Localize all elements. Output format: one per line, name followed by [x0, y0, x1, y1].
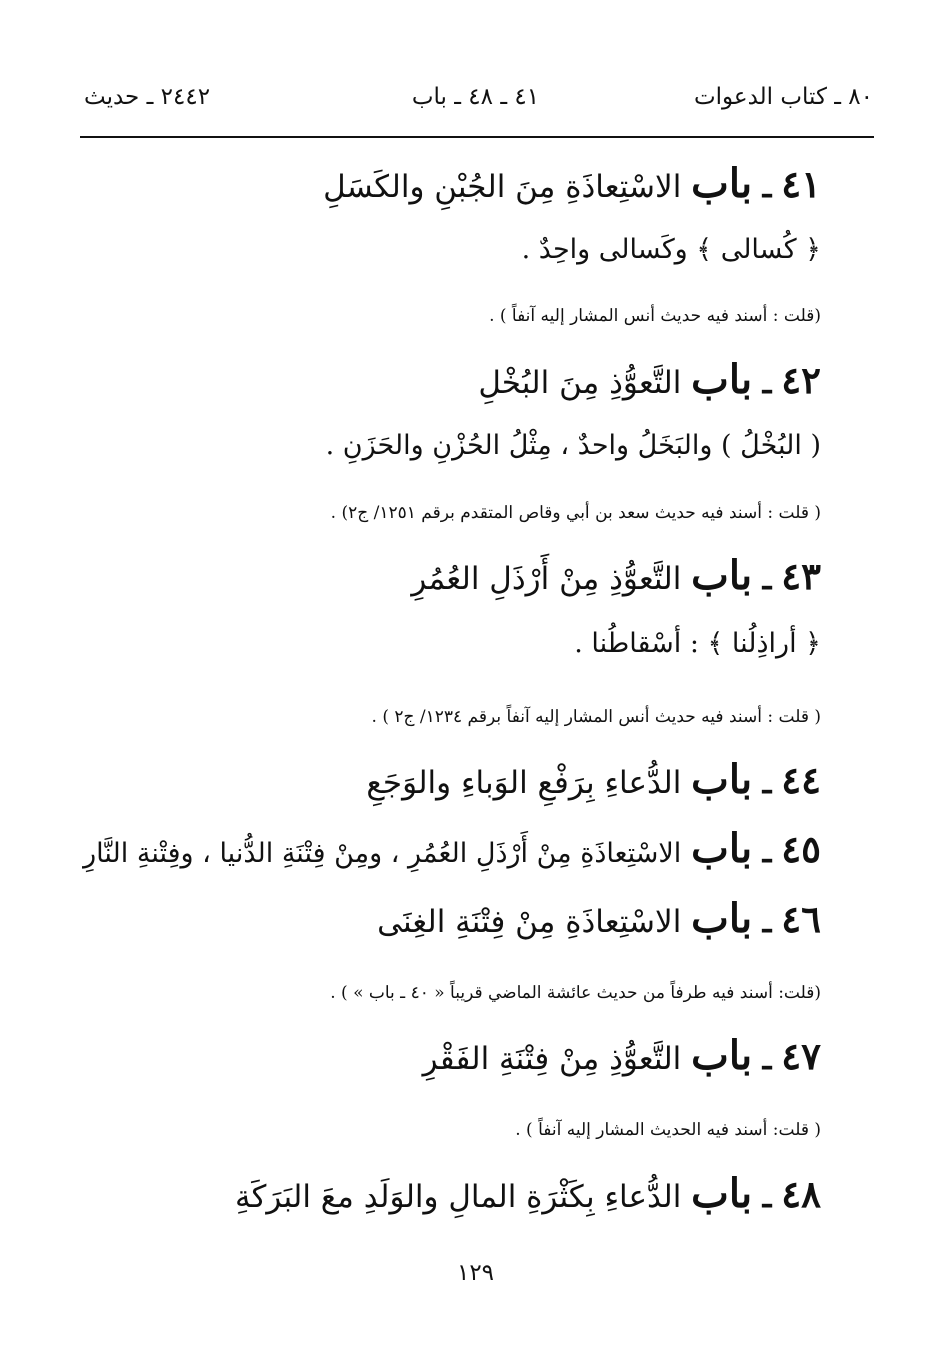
chapter-title: التَّعوُّذِ مِنْ فِتْنَةِ الفَقْرِ [422, 1041, 682, 1077]
running-header-hadith: ٢٤٤٢ ـ حديث [84, 84, 211, 110]
chapter-heading-41: ٤١ ـ باب الاسْتِعاذَةِ مِنَ الجُبْنِ والكَسَلِ [323, 160, 821, 207]
chapter-number: ٤١ [781, 162, 821, 206]
chapter-keyword: باب [691, 552, 753, 599]
chapter-keyword: باب [691, 825, 753, 872]
chapter-heading-46: ٤٦ ـ باب الاسْتِعاذَةِ مِنْ فِتْنَةِ الغِنَى [377, 895, 821, 942]
running-header-chapters: ٤١ ـ ٤٨ ـ باب [411, 84, 540, 110]
chapter-title: الدُّعاءِ بِكَثْرَةِ المالِ والوَلَدِ معَ البَرَكَةِ [235, 1179, 682, 1215]
chapter-keyword: باب [691, 756, 753, 803]
chapter-number: ٤٨ [781, 1172, 821, 1216]
chapter-title: التَّعوُّذِ مِنَ البُخْلِ [478, 365, 682, 401]
chapter-heading-42: ٤٢ ـ باب التَّعوُّذِ مِنَ البُخْلِ [478, 356, 821, 403]
chapter-keyword: باب [691, 895, 753, 942]
chapter-number: ٤٤ [781, 758, 821, 802]
chapter-keyword: باب [691, 160, 753, 207]
note-line: ( قلت: أسند فيه الحديث المشار إليه آنفاً ) . [515, 1120, 821, 1140]
chapter-keyword: باب [691, 1170, 753, 1217]
chapter-keyword: باب [691, 356, 753, 403]
page-number: ١٢٩ [456, 1260, 495, 1286]
chapter-number: ٤٦ [781, 897, 821, 941]
text-line: ( البُخْلُ ) والبَخَلُ واحدٌ ، مِثْلُ الحُزْنِ والحَزَنِ . [325, 430, 821, 461]
text-line: ﴿ كُسالى ﴾ وكَسالى واحِدٌ . [521, 234, 821, 265]
chapter-heading-45: ٤٥ ـ باب الاسْتِعاذَةِ مِنْ أَرْذَلِ العُمُرِ ، ومِنْ فِتْنَةِ الدُّنيا ، وفِتْنةِ النَّارِ [83, 825, 821, 872]
chapter-title: الاسْتِعاذَةِ مِنَ الجُبْنِ والكَسَلِ [323, 169, 682, 205]
chapter-heading-48: ٤٨ ـ باب الدُّعاءِ بِكَثْرَةِ المالِ والوَلَدِ معَ البَرَكَةِ [235, 1170, 821, 1217]
chapter-title: التَّعوُّذِ مِنْ أَرْذَلِ العُمُرِ [411, 561, 682, 597]
note-line: ( قلت : أسند فيه حديث سعد بن أبي وقاص المتقدم برقم ١٢٥١/ ج٢) . [330, 503, 821, 523]
chapter-heading-44: ٤٤ ـ باب الدُّعاءِ بِرَفْعِ الوَباءِ والوَجَعِ [366, 756, 821, 803]
text-line: ﴿ أراذِلُنا ﴾ : أسْقاطُنا . [574, 628, 821, 659]
note-line: (قلت : أسند فيه حديث أنس المشار إليه آنفاً ) . [489, 306, 821, 326]
chapter-heading-47: ٤٧ ـ باب التَّعوُّذِ مِنْ فِتْنَةِ الفَقْرِ [422, 1032, 821, 1079]
chapter-number: ٤٣ [781, 554, 821, 598]
chapter-number: ٤٢ [781, 358, 821, 402]
header-rule [80, 136, 874, 138]
note-line: (قلت: أسند فيه طرفاً من حديث عائشة الماضي قريباً « ٤٠ ـ باب » ) . [330, 983, 821, 1003]
chapter-number: ٤٥ [781, 827, 821, 871]
chapter-title: الاسْتِعاذَةِ مِنْ أَرْذَلِ العُمُرِ ، ومِنْ فِتْنَةِ الدُّنيا ، وفِتْنةِ النَّارِ [83, 838, 682, 869]
running-header-book: ٨٠ ـ كتاب الدعوات [693, 84, 873, 110]
chapter-title: الدُّعاءِ بِرَفْعِ الوَباءِ والوَجَعِ [366, 765, 682, 801]
chapter-title: الاسْتِعاذَةِ مِنْ فِتْنَةِ الغِنَى [377, 904, 682, 940]
chapter-keyword: باب [691, 1032, 753, 1079]
chapter-heading-43: ٤٣ ـ باب التَّعوُّذِ مِنْ أَرْذَلِ العُمُرِ [411, 552, 821, 599]
note-line: ( قلت : أسند فيه حديث أنس المشار إليه آنفاً برقم ١٢٣٤/ ج٢ ) . [371, 707, 821, 727]
chapter-number: ٤٧ [781, 1034, 821, 1078]
